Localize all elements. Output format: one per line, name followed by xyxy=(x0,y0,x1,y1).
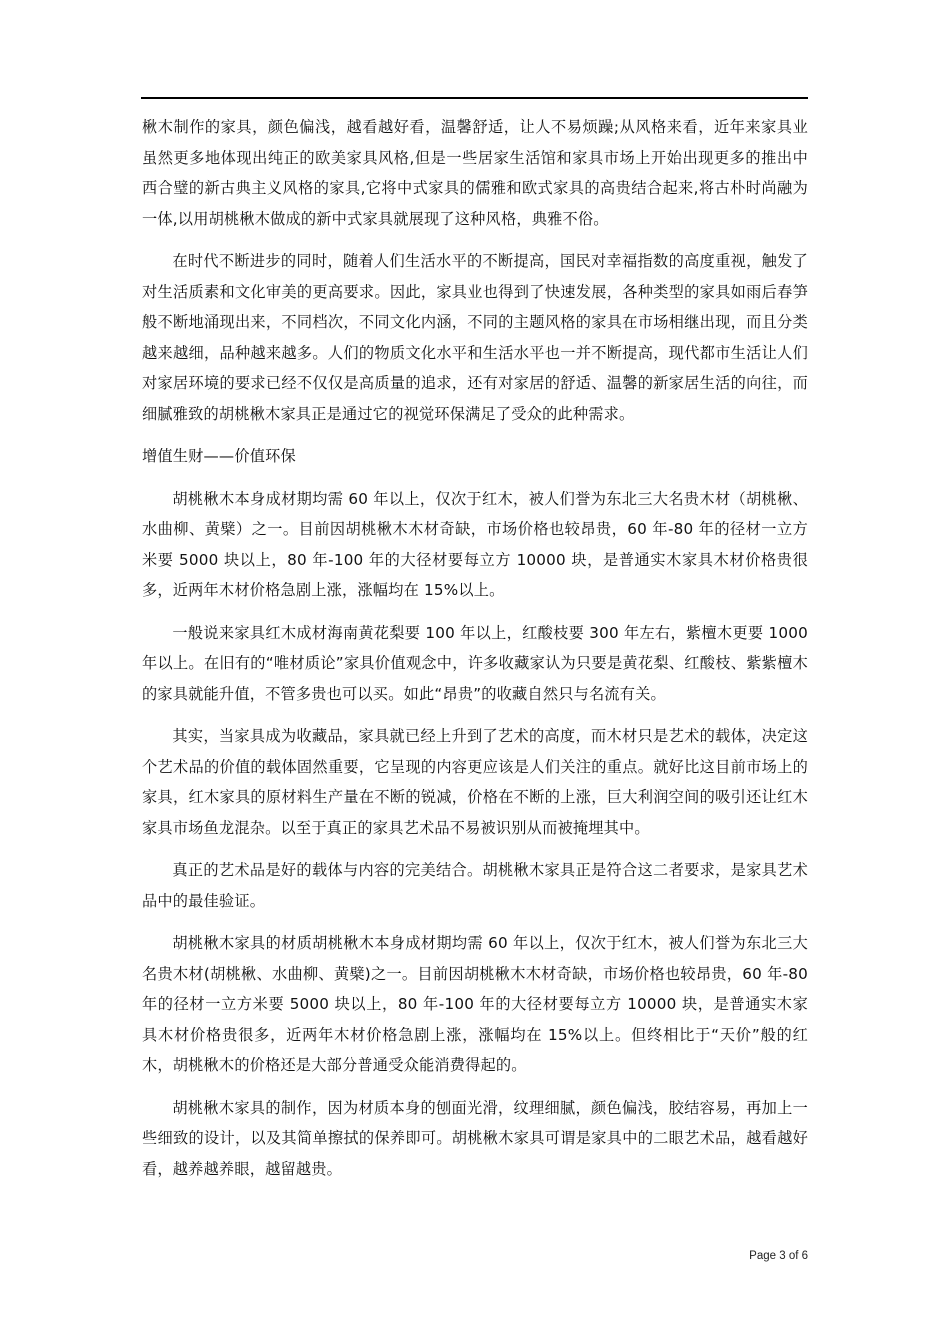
paragraph: 在时代不断进步的同时，随着人们生活水平的不断提高，国民对幸福指数的高度重视，触发了对生活质素和文化审美的更高要求。因此，家具业也得到了快速发展，各种类型的家具如雨后春笋般不断地涌现出来，不同档次，不同文化内涵，不同的主题风格的家具在市场相继出现，而且分类越来越细，品种越来越多。人们的物质文化水平和生活水平也一并不断提高，现代都市生活让人们对家居环境的要求已经不仅仅是高质量的追求，还有对家居的舒适、温馨的新家居生活的向往，而细腻雅致的胡桃楸木家具正是通过它的视觉环保满足了受众的此种需求。 xyxy=(142,252,808,423)
paragraph: 楸木制作的家具，颜色偏浅，越看越好看，温馨舒适，让人不易烦躁;从风格来看，近年来家具业虽然更多地体现出纯正的欧美家具风格,但是一些居家生活馆和家具市场上开始出现更多的推出中西合璧的新古典主义风格的家具,它将中式家具的儒雅和欧式家具的高贵结合起来,将古朴时尚融为一体,以用胡桃楸木做成的新中式家具就展现了这种风格，典雅不俗。 xyxy=(142,118,808,228)
paragraph: 一般说来家具红木成材海南黄花梨要 100 年以上，红酸枝要 300 年左右，紫檀木更要 1000 年以上。在旧有的“唯材质论”家具价值观念中，许多收藏家认为只要是黄花梨、红酸枝、紫紫檀木的家具就能升值，不管多贵也可以买。如此“昂贵”的收藏自然只与名流有关。 xyxy=(142,623,808,703)
document-body xyxy=(142,112,808,1196)
page-number: Page 3 of 6 xyxy=(749,1250,808,1262)
paragraph: 胡桃楸木家具的制作，因为材质本身的刨面光滑，纹理细腻，颜色偏浅，胶结容易，再加上一些细致的设计，以及其简单擦拭的保养即可。胡桃楸木家具可谓是家具中的二眼艺术品，越看越好看，越养越养眼，越留越贵。 xyxy=(142,1098,808,1178)
paragraph: 胡桃楸木家具的材质胡桃楸木本身成材期均需 60 年以上，仅次于红木，被人们誉为东北三大名贵木材(胡桃楸、水曲柳、黄檗)之一。目前因胡桃楸木木材奇缺，市场价格也较昂贵，60 年-80 年的径材一立方米要 5000 块以上，80 年-100 年的大径材要每立方 10000 块，是普通实木家具木材价格贵很多，近两年木材价格急剧上涨，涨幅均在 15%以上。但终相比于“天价”般的红木，胡桃楸木的价格还是大部分普通受众能消费得起的。 xyxy=(142,934,808,1074)
header-rule xyxy=(141,97,808,99)
paragraph: 胡桃楸木本身成材期均需 60 年以上，仅次于红木，被人们誉为东北三大名贵木材（胡桃楸、水曲柳、黄檗）之一。目前因胡桃楸木木材奇缺，市场价格也较昂贵，60 年-80 年的径材一立方米要 5000 块以上，80 年-100 年的大径材要每立方 10000 块，是普通实木家具木材价格贵很多，近两年木材价格急剧上涨，涨幅均在 15%以上。 xyxy=(142,489,808,599)
paragraph: 真正的艺术品是好的载体与内容的完美结合。胡桃楸木家具正是符合这二者要求，是家具艺术品中的最佳验证。 xyxy=(142,861,808,910)
paragraph: 其实，当家具成为收藏品，家具就已经上升到了艺术的高度，而木材只是艺术的载体，决定这个艺术品的价值的载体固然重要，它呈现的内容更应该是人们关注的重点。就好比这目前市场上的家具，红木家具的原材料生产量在不断的锐减，价格在不断的上涨，巨大利润空间的吸引还让红木家具市场鱼龙混杂。以至于真正的家具艺术品不易被识别从而被掩埋其中。 xyxy=(142,727,808,837)
section-heading: 增值生财——价值环保 xyxy=(142,447,296,465)
